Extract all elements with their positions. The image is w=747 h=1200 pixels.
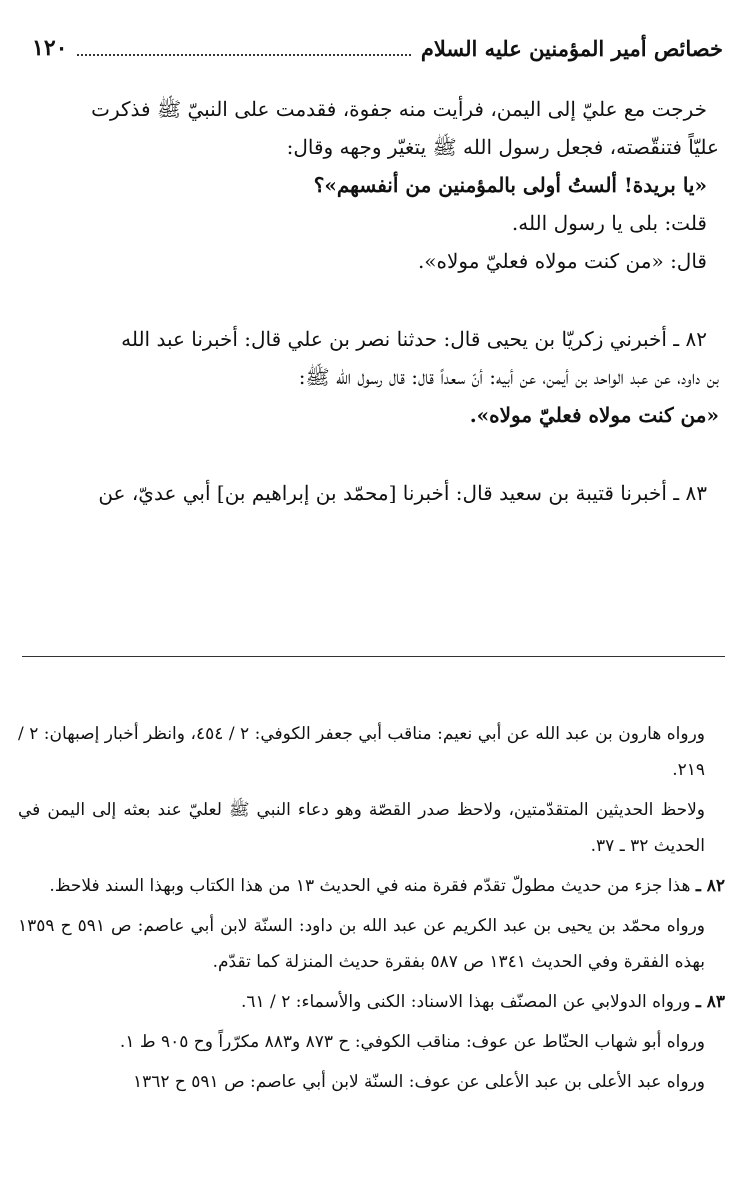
text-line: عليّاً فتنقّصته، فجعل رسول الله ﷺ يتغيّر وجهه وقال: [286, 135, 719, 159]
page-number: ١٢٠ [32, 35, 68, 61]
footnote-text: هذا جزء من حديث مطولّ تقدّم فقرة منه في الحديث ١٣ من هذا الكتاب وبهذا السند فلاحظ. [49, 876, 696, 896]
footnote-separator [22, 656, 725, 657]
hadith-83-line: ٨٣ ـ أخبرنا قتيبة بن سعيد قال: أخبرنا [محمّد بن إبراهيم بن] أبي عديّ، عن [98, 481, 707, 505]
footnote-text: ورواه الدولابي عن المصنّف بهذا الاسناد: الكنى والأسماء: ٢ / ٦١. [240, 992, 696, 1012]
quote-line: «يا بريدة! ألستُ أولى بالمؤمنين من أنفسهم»؟ [313, 173, 707, 197]
header-leader-dots [77, 40, 410, 56]
footnote-number: ٨٣ ـ [695, 992, 725, 1012]
footnote-83 [18, 984, 725, 1020]
footnote-number: ٨٢ ـ [695, 876, 725, 896]
text-line: خرجت مع عليّ إلى اليمن، فرأيت منه جفوة، فقدمت على النبيّ ﷺ فذكرت [91, 97, 707, 121]
paragraph-gap [22, 434, 719, 474]
text-line: قلت: بلى يا رسول الله. [511, 211, 707, 235]
footnote: ولاحظ الحديثين المتقدّمتين، ولاحظ صدر القصّة وهو دعاء النبي ﷺ لعليّ عند بعثه إلى اليمن في الحديث ٣٢ ـ ٣٧. [18, 800, 705, 856]
footnote-82 [18, 868, 725, 904]
hadith-82-line: بن داود، عن عبد الواحد بن أيمن، عن أبيه: أنّ سعداً قال: قال رسول الله ﷺ: [298, 365, 719, 389]
running-title: خصائص أمير المؤمنين عليه السلام [420, 35, 723, 61]
hadith-82-quote: «من كنت مولاه فعليّ مولاه». [469, 403, 719, 427]
text-line: قال: «من كنت مولاه فعليّ مولاه». [417, 249, 707, 273]
footnote: ورواه هارون بن عبد الله عن أبي نعيم: مناقب أبي جعفر الكوفي: ٢ / ٤٥٤، وانظر أخبار إصبهان: ٢ / ٢١٩. [18, 724, 706, 780]
main-text [22, 90, 719, 512]
footnote: ورواه عبد الأعلى بن عبد الأعلى عن عوف: السنّة لابن أبي عاصم: ص ٥٩١ ح ١٣٦٢ [132, 1072, 705, 1092]
footnotes [18, 716, 725, 1104]
page-header [32, 28, 723, 68]
paragraph-gap [22, 280, 719, 320]
footnote: ورواه محمّد بن يحيى بن عبد الكريم عن عبد الله بن داود: السنّة لابن أبي عاصم: ص ٥٩١ ح ١٣٥٩ بهذه الفقرة وفي الحديث ١٣٤١ ص ٥٨٧ بفقرة حديث المنزلة كما تقدّم. [18, 916, 705, 972]
footnote: ورواه أبو شهاب الحنّاط عن عوف: مناقب الكوفي: ح ٨٧٣ و٨٨٣ مكرّراً وح ٩٠٥ ط ١. [119, 1032, 705, 1052]
hadith-82-line: ٨٢ ـ أخبرني زكريّا بن يحيى قال: حدثنا نصر بن علي قال: أخبرنا عبد الله [121, 327, 707, 351]
